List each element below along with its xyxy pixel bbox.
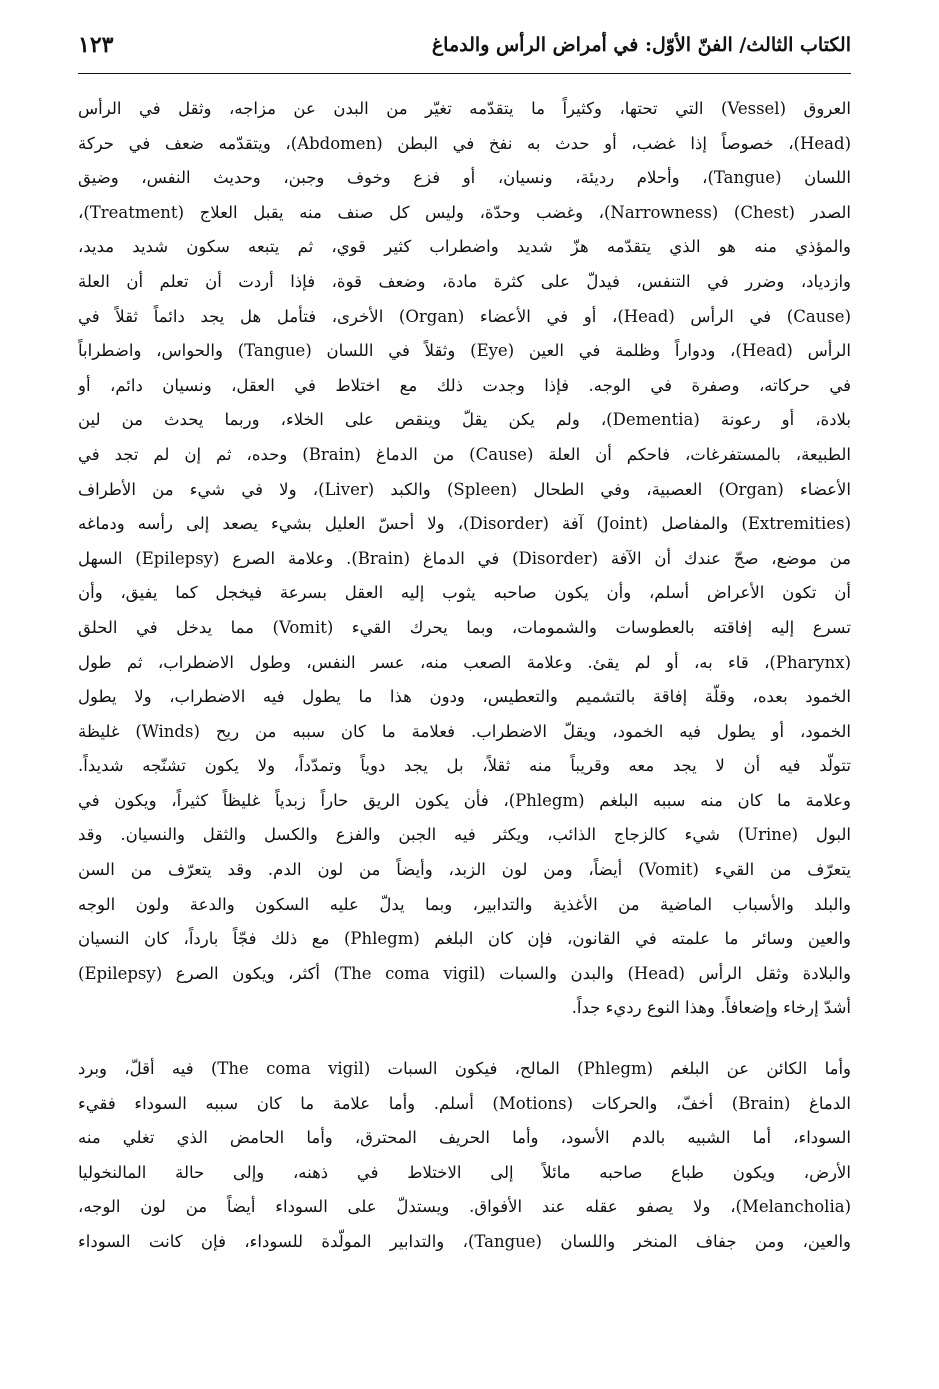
text-line: والمؤذي منه هو الذي يتقدّمه هزّ شديد واضطراب كثير قوي، ثم يتبعه سكون شديد مديد، xyxy=(78,237,851,257)
running-head-title: الكتاب الثالث/ الفنّ الأوّل: في أمراض الرأس والدماغ xyxy=(431,34,851,56)
paragraph-1 xyxy=(78,92,851,1026)
text-line: (Melancholia)، ولا يصفو عقله عند الأفواق. ويستدلّ على السوداء أيضاً من لون الوجه، xyxy=(78,1197,851,1217)
text-line: والبلد والأسباب الماضية من الأغذية والتدابير، وبما يدلّ عليه السكون والدعة ولون الوجه xyxy=(78,894,851,914)
page-number: ١٢٣ xyxy=(78,32,114,58)
text-line: السوداء، أما الشبيه بالدم الأسود، وأما الحريف المحترق، وأما الحامض الذي تغلي منه xyxy=(78,1128,851,1148)
text-line: وازدياد، وضرر في التنفس، فيدلّ على كثرة مادة، وضعف قوة، فإذا أردت أن تعلم أن العلة xyxy=(78,271,851,291)
text-line: الصدر (Chest) (Narrowness)، وغضب وحدّة، وليس كل صنف منه يقبل العلاج (Treatment)، xyxy=(78,202,851,222)
paragraph-gap xyxy=(78,1026,851,1052)
text-line: من موضع، صحّ عندك أن الآفة (Disorder) في الدماغ (Brain). وعلامة الصرع (Epilepsy) السهل xyxy=(78,548,851,568)
running-header xyxy=(78,30,851,70)
text-line: أن تكون الأعراض أسلم، وأن يكون صاحبه يثوب إليه العقل بسرعة فيخجل كما يفيق، وأن xyxy=(78,583,851,603)
text-line: تسرع إليه إفاقته بالعطوسات والشمومات، وبما يحرك القيء (Vomit) مما يدخل في الحلق xyxy=(78,617,851,637)
text-line: الخمود، أو يطول فيه الخمود، ويقلّ الاضطراب. فعلامة ما كان سببه من ريح (Winds) غليظة xyxy=(78,721,851,741)
header-rule xyxy=(78,73,851,74)
text-line: وأما الكائن عن البلغم (Phlegm) المالح، فيكون السبات (The coma vigil) فيه أقلّ، وبرد xyxy=(78,1059,851,1079)
text-line: الأرض، ويكون طباع صاحبه مائلاً إلى الاختلاط في ذهنه، وإلى حالة المالنخوليا xyxy=(78,1162,851,1182)
text-line: (Head)، خصوصاً إذا غضب، أو حدث به نفخ في البطن (Abdomen)، ويتقدّمه ضعف في حركة xyxy=(78,133,851,153)
text-line: الرأس (Head)، ودواراً وظلمة في العين (Eye) وثقلاً في اللسان (Tangue) والحواس، واضطراباً xyxy=(78,341,851,361)
text-line: تتولّد فيه أن لا يجد معه وقريباً منه ثقلاً، بل يجد دوياً وتمدّداً، ولا يكون تشنّجه شديداً. xyxy=(78,756,851,776)
text-line: الأعضاء (Organ) العصبية، وفي الطحال (Spleen) والكبد (Liver)، ولا في شيء من الأطراف xyxy=(78,479,851,499)
text-line: اللسان (Tangue)، وأحلام رديئة، ونسيان، أو فزع وخوف وجبن، وحديث النفس، وضيق xyxy=(78,168,851,188)
text-line: والبلادة وثقل الرأس (Head) والبدن والسبات (The coma vigil) أكثر، ويكون الصرع (Epilepsy) xyxy=(78,963,851,983)
text-line: الخمود بعده، وقلّة إفاقة بالتشميم والتعطيس، ودون هذا ما يطول فيه الاضطراب، ولا يطول xyxy=(78,687,851,707)
text-line: العروق (Vessel) التي تحتها، وكثيراً ما يتقدّمه تغيّر من البدن عن مزاجه، وثقل في الرأس xyxy=(78,99,851,118)
text-line: أشدّ إرخاء وإضعافاً. وهذا النوع رديء جداً. xyxy=(571,998,851,1018)
text-line: (Extremities) والمفاصل (Joint) آفة (Disorder)، ولا أحسّ العليل بشيء يصعد إلى رأسه ودماغه xyxy=(78,514,851,534)
text-line: البول (Urine) شيء كالزجاج الذائب، ويكثر فيه الجبن والفزع والكسل والثقل والنسيان. وقد xyxy=(78,825,851,845)
text-line: والعين، ومن جفاف المنخر واللسان (Tangue)، والتدابير المولّدة للسوداء، فإن كانت السوداء xyxy=(78,1232,851,1251)
body-text xyxy=(78,92,851,1260)
text-line: وعلامة ما كان منه سببه البلغم (Phlegm)، فأن يكون الريق حاراً زبدياً غليظاً كثيراً، ويكون في xyxy=(78,790,851,810)
text-line: (Pharynx)، قاء به، أو لم يقئ. وعلامة الصعب منه، عسر النفس، وطول الاضطراب، ثم طول xyxy=(78,652,851,672)
text-line: بلادة، أو رعونة (Dementia)، ولم يكن يقلّ وينقص على الخلاء، وربما يحدث من لين xyxy=(78,410,851,430)
text-line: الدماغ (Brain) أخفّ، والحركات (Motions) أسلم. وأما علامة ما كان سببه السوداء فقيء xyxy=(78,1093,851,1113)
paragraph-2 xyxy=(78,1052,851,1260)
text-line: الطبيعة، بالمستفرغات، فاحكم أن العلة (Cause) من الدماغ (Brain) وحده، ثم إن لم تجد في xyxy=(78,444,851,464)
text-line: يتعرّف من القيء (Vomit) أيضاً، ومن لون الزبد، وأيضاً من لون الدم. وقد يتعرّف من السن xyxy=(78,860,851,880)
text-line: والعين وسائر ما علمته في القانون، فإن كان البلغم (Phlegm) مع ذلك فجّاً بارداً، كان النسيان xyxy=(78,929,851,949)
text-line: (Cause) في الرأس (Head)، أو في الأعضاء (Organ) الأخرى، فتأمل هل يجد دائماً ثقلاً في xyxy=(78,306,851,326)
text-line: في حركاته، وصفرة في الوجه. فإذا وجدت ذلك مع اختلاط في العقل، ونسيان دائم، أو xyxy=(78,375,851,395)
